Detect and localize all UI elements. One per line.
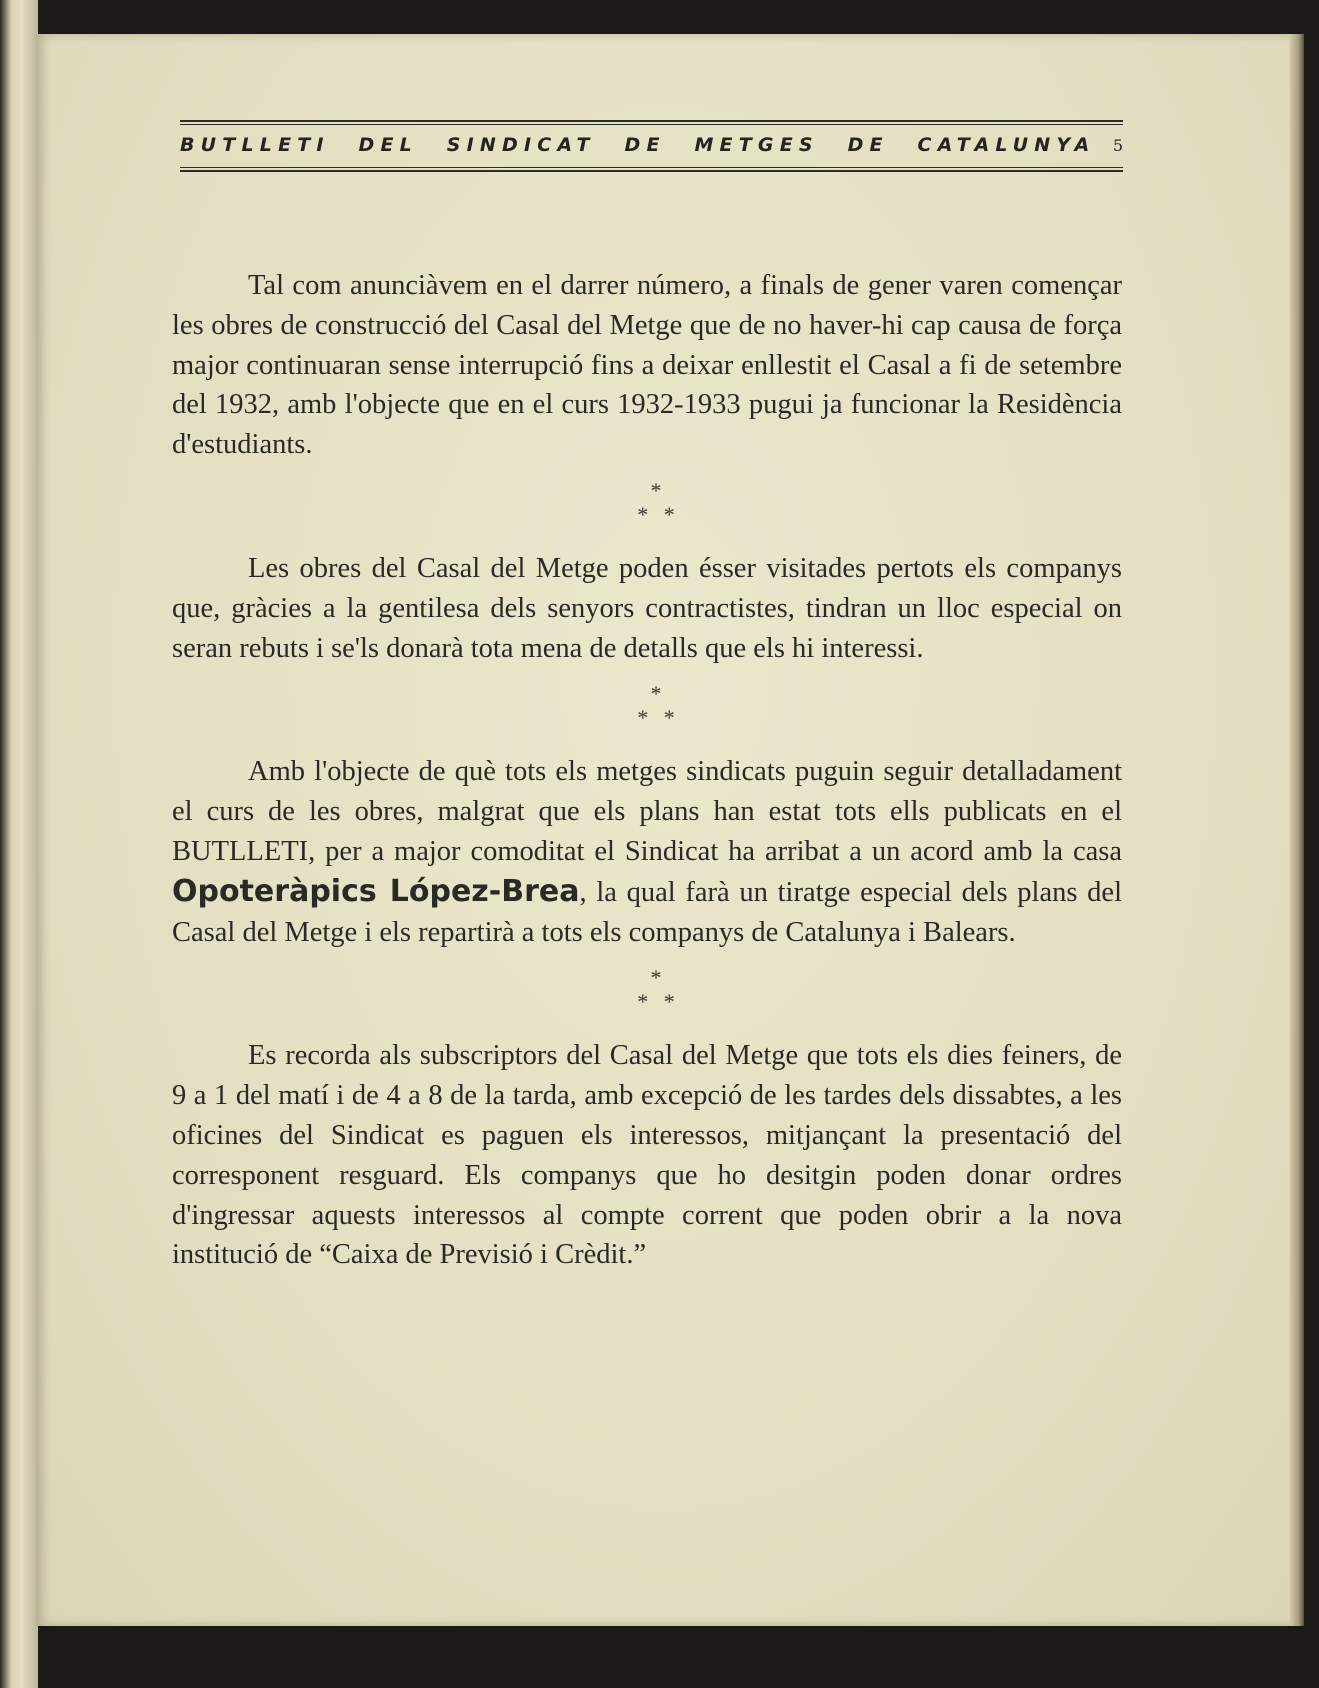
asterism-separator xyxy=(172,966,1122,1014)
header-row xyxy=(180,125,1123,165)
paragraph-3 xyxy=(172,752,1122,952)
paragraph-2: Les obres del Casal del Metge poden ésser visitades pertots els companys que, gràcies a la gentilesa dels senyors contractistes, tindran un lloc especial on seran rebuts i se'ls donarà tota mena de detalls que els hi interessi. xyxy=(172,552,1122,664)
asterism-top: * xyxy=(650,681,662,707)
page-number: 5 xyxy=(1112,135,1123,155)
company-name: Opoteràpics López-Brea xyxy=(172,873,580,909)
paragraph-3-text-after: , la qual farà un tiratge especial dels plans del Casal del Metge i els repartirà a tots els companys de Catalunya i Balears. xyxy=(172,876,1122,948)
book-binding xyxy=(0,0,38,1688)
asterism-bottom: * * xyxy=(637,705,675,731)
asterism-top: * xyxy=(650,477,662,503)
paragraph-3-text-before: Amb l'objecte de què tots els metges sindicats puguin seguir detalladament el curs de les obres, malgrat que els plans han estat tots ells publicats en el BUTLLETI, per a major comoditat el Sindicat ha arribat a un acord amb la casa xyxy=(172,756,1122,867)
running-header xyxy=(180,120,1123,172)
asterism-separator xyxy=(172,682,1122,730)
asterism-top: * xyxy=(650,965,662,991)
asterism-bottom: * * xyxy=(637,989,675,1015)
paragraph-1: Tal com anunciàvem en el darrer número, a finals de gener varen començar les obres de construcció del Casal del Metge que de no haver-hi cap causa de força major continuaran sense interrupció fins a deixar enllestit el Casal a fi de setembre del 1932, amb l'objecte que en el curs 1932-1933 pugui ja funcionar la Residència d'estudiants. xyxy=(172,270,1122,461)
header-rule-bottom-thin xyxy=(180,167,1123,168)
header-rule-bottom xyxy=(180,170,1123,172)
header-rule-top xyxy=(180,120,1123,122)
paragraph-4: Es recorda als subscriptors del Casal del Metge que tots els dies feiners, de 9 a 1 del matí i de 4 a 8 de la tarda, amb excepció de les tardes dels dissabtes, a les oficines del Sindicat es paguen els interessos, mitjançant la presentació del corresponent resguard. Els companys que ho desitgin poden donar ordres d'ingressar aquests interessos al compte corrent que poden obrir a la nova institució de “Caixa de Previsió i Crèdit.” xyxy=(172,1040,1122,1271)
page-edge xyxy=(1290,34,1304,1626)
article-body xyxy=(172,266,1122,1275)
asterism-separator xyxy=(172,479,1122,527)
asterism-bottom: * * xyxy=(637,501,675,527)
journal-title: BUTLLETI DEL SINDICAT DE METGES DE CATALUNYA xyxy=(180,134,1096,156)
